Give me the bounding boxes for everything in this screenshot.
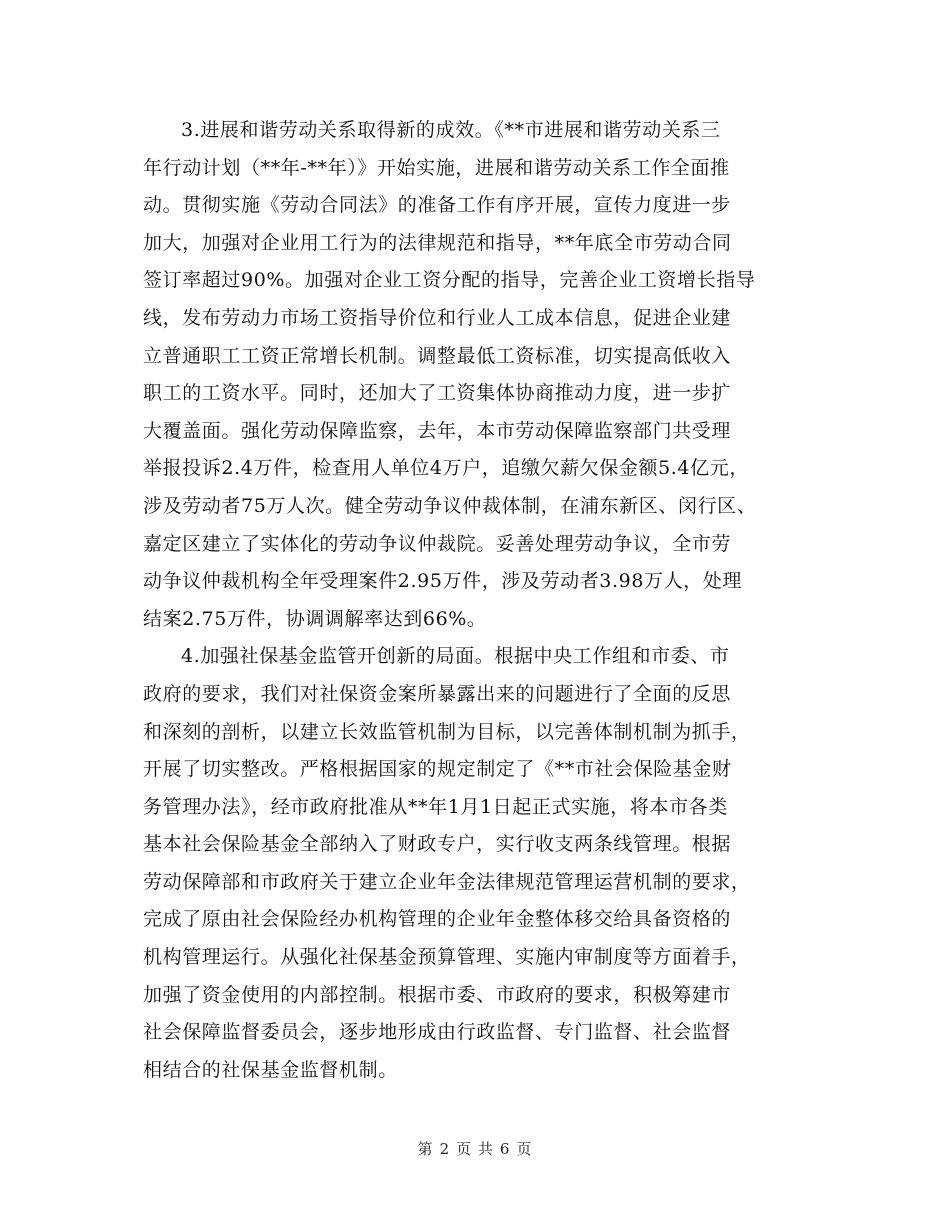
page-number-current: 2 <box>439 1140 451 1158</box>
text-line: 年行动计划（**年-**年）》开始实施，进展和谐劳动关系工作全面推 <box>143 156 730 179</box>
text-line: 职工的工资水平。同时，还加大了工资集体协商推动力度，进一步扩 <box>143 382 732 405</box>
text-line: 举报投诉2.4万件，检查用人单位4万户，追缴欠薪欠保金额5.4亿元， <box>143 457 749 480</box>
text-line: 签订率超过90%。加强对企业工资分配的指导，完善企业工资增长指导 <box>143 269 756 292</box>
text-line: 基本社会保险基金全部纳入了财政专户，实行收支两条线管理。根据 <box>143 833 732 856</box>
text-line: 立普通职工工资正常增长机制。调整最低工资标准，切实提高低收入 <box>143 344 732 367</box>
text-line: 相结合的社保基金监督机制。 <box>143 1058 398 1081</box>
text-line: 动。贯彻实施《劳动合同法》的准备工作有序开展，宣传力度进一步 <box>143 194 732 217</box>
page-footer <box>0 1138 950 1159</box>
text-line: 涉及劳动者75万人次。健全劳动争议仲裁体制，在浦东新区、闵行区、 <box>143 494 757 517</box>
paragraph-4 <box>143 638 833 1089</box>
text-line: 加强了资金使用的内部控制。根据市委、市政府的要求，积极筹建市 <box>143 983 732 1006</box>
page-label-prefix: 第 <box>417 1140 434 1158</box>
text-line: 政府的要求，我们对社保资金案所暴露出来的问题进行了全面的反思 <box>143 682 732 705</box>
text-line: 嘉定区建立了实体化的劳动争议仲裁院。妥善处理劳动争议，全市劳 <box>143 532 732 555</box>
text-line: 开展了切实整改。严格根据国家的规定制定了《**市社会保险基金财 <box>143 758 732 781</box>
page-label-mid: 页 共 <box>456 1140 494 1158</box>
text-line: 完成了原由社会保险经办机构管理的企业年金整体移交给具备资格的 <box>143 908 732 931</box>
text-line: 机构管理运行。从强化社保基金预算管理、实施内审制度等方面着手， <box>143 946 751 969</box>
text-line: 劳动保障部和市政府关于建立企业年金法律规范管理运营机制的要求， <box>143 870 751 893</box>
page-number-total: 6 <box>499 1140 511 1158</box>
document-body <box>143 112 833 1089</box>
paragraph-3 <box>143 112 833 638</box>
text-line: 结案2.75万件，协调调解率达到66%。 <box>143 607 487 630</box>
text-line: 大覆盖面。强化劳动保障监察，去年，本市劳动保障监察部门共受理 <box>143 419 732 442</box>
text-line: 社会保障监督委员会，逐步地形成由行政监督、专门监督、社会监督 <box>143 1021 732 1044</box>
text-line: 动争议仲裁机构全年受理案件2.95万件，涉及劳动者3.98万人，处理 <box>143 570 743 593</box>
text-line: 加大，加强对企业用工行为的法律规范和指导，**年底全市劳动合同 <box>143 231 732 254</box>
text-line: 3.进展和谐劳动关系取得新的成效。《**市进展和谐劳动关系三 <box>181 119 721 141</box>
text-line: 4.加强社保基金监管开创新的局面。根据中央工作组和市委、市 <box>181 645 730 668</box>
text-line: 和深刻的剖析，以建立长效监管机制为目标，以完善体制机制为抓手， <box>143 720 751 743</box>
page-label-suffix: 页 <box>516 1140 533 1158</box>
text-line: 线，发布劳动力市场工资指导价位和行业人工成本信息，促进企业建 <box>143 306 732 329</box>
text-line: 务管理办法》，经市政府批准从**年1月1日起正式实施，将本市各类 <box>143 795 728 818</box>
